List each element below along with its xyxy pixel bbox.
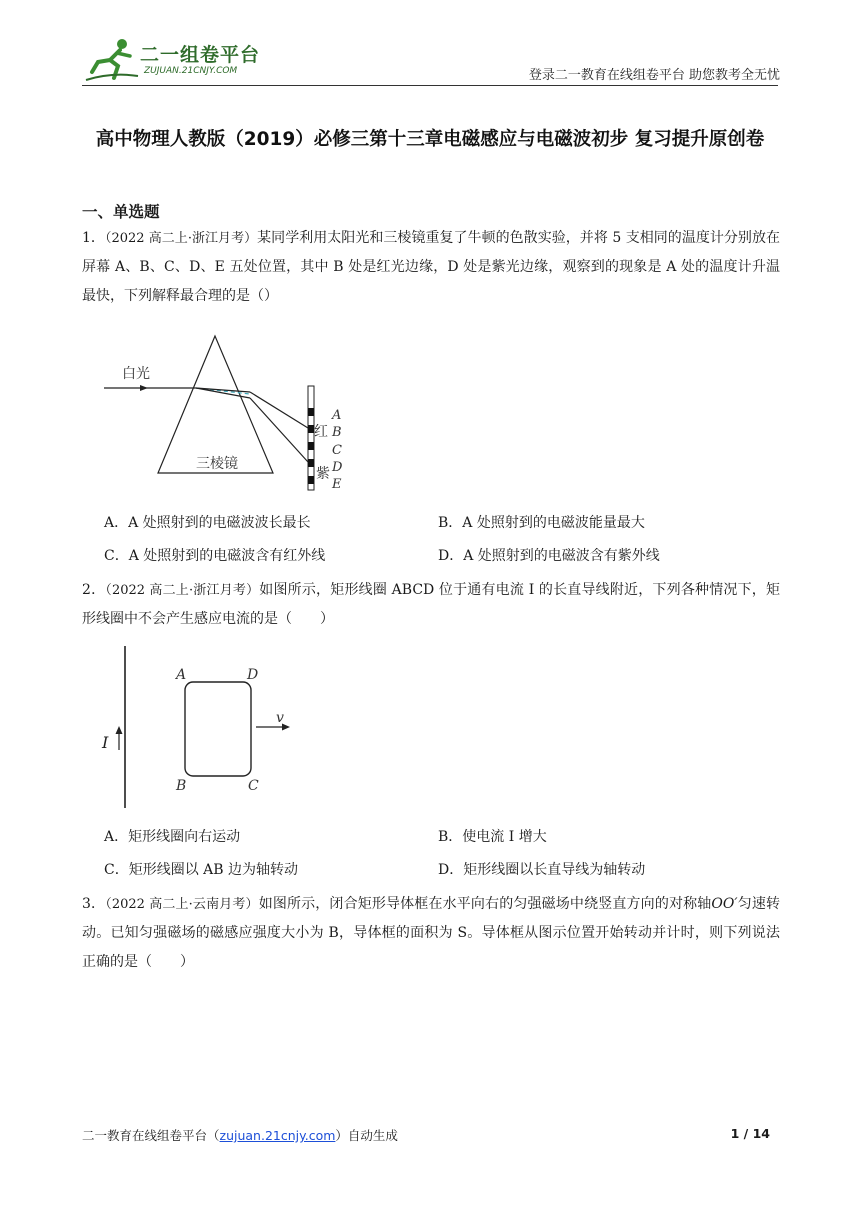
footer-suffix: ）自动生成 xyxy=(335,1128,398,1143)
question-source: （2022 高二上·浙江月考） xyxy=(104,231,258,246)
prism-dispersion-figure xyxy=(100,330,360,500)
question-3-text xyxy=(82,890,780,977)
violet-label: 紫 xyxy=(316,466,330,482)
option-b[interactable]: B．使电流 I 增大 xyxy=(438,829,547,845)
corner-label: D xyxy=(247,667,259,683)
question-number: 1． xyxy=(82,230,105,246)
footer-attribution xyxy=(82,1126,398,1144)
prism-label: 三棱镜 xyxy=(196,456,238,472)
question-stem: 如图所示，闭合矩形导体框在水平向右的匀强磁场中绕竖直方向的对称轴 xyxy=(258,896,712,912)
header-divider xyxy=(82,85,778,86)
question-stem-continued: 匀速转动。已知匀强磁场的磁感应强度大小为 B，导体框的面积为 S。导体框从图示位置开始转动并计时，则下列说法正确的是（ ） xyxy=(82,896,780,970)
point-label: D xyxy=(332,460,343,475)
velocity-label: v xyxy=(276,710,284,726)
document-title: 高中物理人教版（2019）必修三第十三章电磁感应与电磁波初步 复习提升原创卷 xyxy=(95,129,765,150)
question-1-text xyxy=(82,224,780,311)
footer-link[interactable]: zujuan.21cnjy.com xyxy=(219,1128,336,1143)
point-label: A xyxy=(332,408,342,423)
logo-domain: ZUJUAN.21CNJY.COM xyxy=(144,66,238,76)
current-label: I xyxy=(102,733,109,752)
corner-label: B xyxy=(176,778,187,794)
red-label: 红 xyxy=(314,424,328,440)
white-light-label: 白光 xyxy=(122,366,150,382)
logo-text: 二一组卷平台 xyxy=(140,44,261,66)
corner-label: C xyxy=(248,778,259,794)
section-heading: 一、单选题 xyxy=(82,203,160,221)
question-source: （2022 高二上·云南月考） xyxy=(105,897,259,912)
rectangular-coil xyxy=(185,682,251,776)
site-logo[interactable] xyxy=(84,36,284,84)
point-label: B xyxy=(332,425,342,440)
current-arrow-icon xyxy=(116,726,123,734)
coil-wire-figure xyxy=(96,642,306,812)
question-number: 2． xyxy=(82,582,106,598)
question-source: （2022 高二上·浙江月考） xyxy=(105,583,260,598)
question-stem: 某同学利用太阳光和三棱镜重复了牛顿的色散实验，并将 5 支相同的温度计分别放在屏幕 A、B、C、D、E 五处位置，其中 B 处是红光边缘，D 处是紫光边缘，观察到的现象是 A 处的温度计升温最快，下列解释最合理的是（） xyxy=(82,230,780,304)
option-b[interactable]: B．A 处照射到的电磁波能量最大 xyxy=(438,515,645,531)
question-2-text xyxy=(82,576,780,634)
option-c[interactable]: C．A 处照射到的电磁波含有红外线 xyxy=(104,548,326,564)
corner-label: A xyxy=(176,667,187,683)
question-number: 3． xyxy=(82,896,106,912)
arrow-icon xyxy=(140,385,148,391)
option-d[interactable]: D．A 处照射到的电磁波含有紫外线 xyxy=(438,548,660,564)
option-a[interactable]: A．A 处照射到的电磁波波长最长 xyxy=(104,515,311,531)
footer-prefix: 二一教育在线组卷平台（ xyxy=(82,1128,220,1143)
axis-symbol: OO′ xyxy=(711,896,738,912)
point-label: E xyxy=(332,477,342,492)
runner-logo-icon xyxy=(84,36,140,82)
option-d[interactable]: D．矩形线圈以长直导线为轴转动 xyxy=(438,862,646,878)
option-a[interactable]: A．矩形线圈向右运动 xyxy=(104,829,241,845)
option-c[interactable]: C．矩形线圈以 AB 边为轴转动 xyxy=(104,862,299,878)
header-slogan: 登录二一教育在线组卷平台 助您教考全无忧 xyxy=(528,68,780,83)
question-stem: 如图所示，矩形线圈 ABCD 位于通有电流 I 的长直导线附近，下列各种情况下，矩形线圈中不会产生感应电流的是（ ） xyxy=(82,582,780,627)
point-label: C xyxy=(332,443,342,458)
page-number: 1 / 14 xyxy=(730,1126,770,1141)
